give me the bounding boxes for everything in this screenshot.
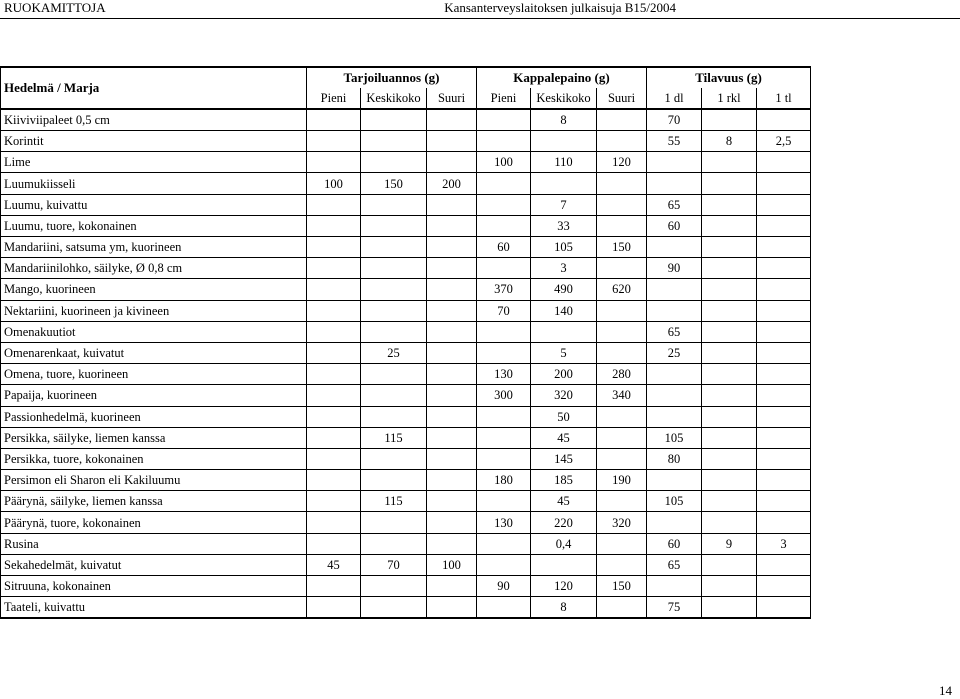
value-cell: 90 bbox=[477, 576, 531, 597]
value-cell bbox=[647, 152, 702, 173]
value-cell: 110 bbox=[531, 152, 597, 173]
value-cell: 105 bbox=[647, 427, 702, 448]
value-cell bbox=[597, 533, 647, 554]
value-cell bbox=[647, 237, 702, 258]
value-cell bbox=[702, 109, 757, 130]
fruit-name-cell: Rusina bbox=[1, 533, 307, 554]
table-row bbox=[1, 597, 811, 618]
value-cell bbox=[361, 512, 427, 533]
value-cell bbox=[702, 237, 757, 258]
value-cell bbox=[477, 131, 531, 152]
fruit-name-cell: Omena, tuore, kuorineen bbox=[1, 364, 307, 385]
value-cell bbox=[647, 300, 702, 321]
subheader-cell: Pieni bbox=[307, 88, 361, 109]
value-cell bbox=[702, 385, 757, 406]
value-cell: 120 bbox=[531, 576, 597, 597]
value-cell: 45 bbox=[531, 427, 597, 448]
value-cell bbox=[307, 342, 361, 363]
value-cell: 65 bbox=[647, 321, 702, 342]
value-cell bbox=[702, 491, 757, 512]
value-cell bbox=[647, 173, 702, 194]
value-cell bbox=[647, 364, 702, 385]
value-cell bbox=[477, 109, 531, 130]
value-cell bbox=[361, 470, 427, 491]
value-cell bbox=[361, 533, 427, 554]
table-row bbox=[1, 321, 811, 342]
value-cell: 130 bbox=[477, 512, 531, 533]
value-cell bbox=[757, 300, 811, 321]
table-row bbox=[1, 385, 811, 406]
value-cell bbox=[702, 258, 757, 279]
value-cell bbox=[307, 237, 361, 258]
value-cell bbox=[757, 554, 811, 575]
value-cell bbox=[531, 321, 597, 342]
value-cell bbox=[361, 237, 427, 258]
table-row bbox=[1, 470, 811, 491]
table-row bbox=[1, 427, 811, 448]
value-cell bbox=[307, 321, 361, 342]
value-cell bbox=[307, 385, 361, 406]
value-cell bbox=[531, 554, 597, 575]
fruit-name-cell: Omenakuutiot bbox=[1, 321, 307, 342]
value-cell bbox=[702, 470, 757, 491]
fruit-name-cell: Papaija, kuorineen bbox=[1, 385, 307, 406]
value-cell bbox=[361, 194, 427, 215]
value-cell bbox=[361, 576, 427, 597]
value-cell bbox=[597, 448, 647, 469]
value-cell bbox=[597, 173, 647, 194]
value-cell bbox=[757, 448, 811, 469]
page-number: 14 bbox=[939, 683, 952, 698]
value-cell: 120 bbox=[597, 152, 647, 173]
fruit-name-cell: Luumu, kuivattu bbox=[1, 194, 307, 215]
table-row bbox=[1, 406, 811, 427]
value-cell bbox=[427, 131, 477, 152]
value-cell bbox=[597, 427, 647, 448]
value-cell: 45 bbox=[307, 554, 361, 575]
value-cell: 320 bbox=[597, 512, 647, 533]
value-cell bbox=[647, 512, 702, 533]
value-cell: 8 bbox=[531, 109, 597, 130]
subheader-cell: 1 rkl bbox=[702, 88, 757, 109]
group-header-piece-weight: Kappalepaino (g) bbox=[477, 67, 647, 88]
value-cell bbox=[477, 194, 531, 215]
value-cell bbox=[647, 406, 702, 427]
value-cell bbox=[531, 173, 597, 194]
value-cell bbox=[307, 597, 361, 618]
header-rule bbox=[0, 18, 960, 19]
value-cell bbox=[597, 406, 647, 427]
fruit-name-cell: Luumukiisseli bbox=[1, 173, 307, 194]
portion-size-table bbox=[0, 66, 811, 619]
group-header-serving: Tarjoiluannos (g) bbox=[307, 67, 477, 88]
table-row bbox=[1, 194, 811, 215]
value-cell: 50 bbox=[531, 406, 597, 427]
value-cell bbox=[427, 406, 477, 427]
fruit-name-cell: Mandariini, satsuma ym, kuorineen bbox=[1, 237, 307, 258]
value-cell: 25 bbox=[361, 342, 427, 363]
value-cell bbox=[307, 470, 361, 491]
value-cell: 100 bbox=[427, 554, 477, 575]
value-cell: 145 bbox=[531, 448, 597, 469]
value-cell bbox=[477, 597, 531, 618]
value-cell bbox=[307, 364, 361, 385]
value-cell bbox=[427, 300, 477, 321]
value-cell bbox=[597, 258, 647, 279]
value-cell bbox=[702, 554, 757, 575]
value-cell bbox=[361, 131, 427, 152]
value-cell bbox=[361, 279, 427, 300]
table-row bbox=[1, 258, 811, 279]
value-cell: 70 bbox=[361, 554, 427, 575]
value-cell bbox=[361, 258, 427, 279]
table-row bbox=[1, 300, 811, 321]
value-cell: 150 bbox=[597, 576, 647, 597]
value-cell bbox=[757, 194, 811, 215]
value-cell bbox=[531, 131, 597, 152]
value-cell: 190 bbox=[597, 470, 647, 491]
subheader-cell: 1 tl bbox=[757, 88, 811, 109]
fruit-name-cell: Lime bbox=[1, 152, 307, 173]
value-cell bbox=[757, 406, 811, 427]
value-cell bbox=[361, 385, 427, 406]
value-cell bbox=[307, 491, 361, 512]
value-cell: 200 bbox=[427, 173, 477, 194]
value-cell bbox=[307, 194, 361, 215]
value-cell bbox=[307, 427, 361, 448]
value-cell bbox=[702, 342, 757, 363]
value-cell: 0,4 bbox=[531, 533, 597, 554]
value-cell: 105 bbox=[647, 491, 702, 512]
table-row bbox=[1, 554, 811, 575]
fruit-name-cell: Päärynä, säilyke, liemen kanssa bbox=[1, 491, 307, 512]
value-cell: 5 bbox=[531, 342, 597, 363]
table-row bbox=[1, 131, 811, 152]
value-cell bbox=[597, 215, 647, 236]
group-header-volume: Tilavuus (g) bbox=[647, 67, 811, 88]
value-cell: 2,5 bbox=[757, 131, 811, 152]
value-cell bbox=[307, 279, 361, 300]
fruit-name-cell: Persikka, tuore, kokonainen bbox=[1, 448, 307, 469]
value-cell: 180 bbox=[477, 470, 531, 491]
value-cell: 70 bbox=[647, 109, 702, 130]
value-cell: 130 bbox=[477, 364, 531, 385]
value-cell bbox=[702, 406, 757, 427]
value-cell bbox=[427, 533, 477, 554]
subheader-cell: Keskikoko bbox=[531, 88, 597, 109]
value-cell bbox=[427, 427, 477, 448]
value-cell bbox=[307, 215, 361, 236]
table-row bbox=[1, 364, 811, 385]
table-row bbox=[1, 448, 811, 469]
value-cell: 45 bbox=[531, 491, 597, 512]
value-cell: 7 bbox=[531, 194, 597, 215]
value-cell bbox=[427, 364, 477, 385]
fruit-name-cell: Persikka, säilyke, liemen kanssa bbox=[1, 427, 307, 448]
running-header-publication: Kansanterveyslaitoksen julkaisuja B15/2004 bbox=[444, 0, 676, 15]
value-cell: 280 bbox=[597, 364, 647, 385]
value-cell: 140 bbox=[531, 300, 597, 321]
value-cell bbox=[477, 406, 531, 427]
value-cell bbox=[647, 385, 702, 406]
value-cell bbox=[361, 406, 427, 427]
value-cell bbox=[307, 406, 361, 427]
value-cell: 33 bbox=[531, 215, 597, 236]
value-cell bbox=[757, 576, 811, 597]
value-cell bbox=[361, 215, 427, 236]
value-cell bbox=[427, 237, 477, 258]
table-row bbox=[1, 533, 811, 554]
value-cell bbox=[307, 576, 361, 597]
value-cell bbox=[427, 152, 477, 173]
fruit-name-cell: Luumu, tuore, kokonainen bbox=[1, 215, 307, 236]
value-cell: 25 bbox=[647, 342, 702, 363]
fruit-name-cell: Taateli, kuivattu bbox=[1, 597, 307, 618]
fruit-name-cell: Sitruuna, kokonainen bbox=[1, 576, 307, 597]
value-cell bbox=[361, 152, 427, 173]
value-cell bbox=[597, 109, 647, 130]
column-header-fruit: Hedelmä / Marja bbox=[1, 67, 307, 109]
value-cell bbox=[477, 215, 531, 236]
value-cell bbox=[757, 152, 811, 173]
value-cell bbox=[597, 194, 647, 215]
table-row bbox=[1, 173, 811, 194]
table-row bbox=[1, 342, 811, 363]
value-cell: 3 bbox=[531, 258, 597, 279]
value-cell bbox=[702, 173, 757, 194]
value-cell: 115 bbox=[361, 427, 427, 448]
value-cell bbox=[702, 152, 757, 173]
value-cell bbox=[427, 194, 477, 215]
value-cell bbox=[702, 448, 757, 469]
value-cell bbox=[427, 258, 477, 279]
value-cell bbox=[757, 364, 811, 385]
running-header-title: RUOKAMITTOJA bbox=[4, 0, 106, 15]
value-cell bbox=[477, 321, 531, 342]
value-cell bbox=[597, 342, 647, 363]
value-cell: 185 bbox=[531, 470, 597, 491]
fruit-name-cell: Passionhedelmä, kuorineen bbox=[1, 406, 307, 427]
value-cell bbox=[757, 470, 811, 491]
value-cell bbox=[427, 576, 477, 597]
value-cell bbox=[757, 385, 811, 406]
value-cell bbox=[361, 364, 427, 385]
value-cell bbox=[477, 427, 531, 448]
subheader-cell: Suuri bbox=[597, 88, 647, 109]
value-cell bbox=[702, 427, 757, 448]
value-cell bbox=[647, 576, 702, 597]
value-cell bbox=[307, 131, 361, 152]
value-cell: 150 bbox=[361, 173, 427, 194]
value-cell bbox=[757, 173, 811, 194]
subheader-cell: 1 dl bbox=[647, 88, 702, 109]
value-cell bbox=[757, 342, 811, 363]
value-cell bbox=[477, 554, 531, 575]
value-cell bbox=[597, 597, 647, 618]
value-cell bbox=[477, 533, 531, 554]
subheader-cell: Suuri bbox=[427, 88, 477, 109]
table-row bbox=[1, 215, 811, 236]
value-cell: 65 bbox=[647, 194, 702, 215]
value-cell bbox=[757, 597, 811, 618]
value-cell bbox=[757, 279, 811, 300]
value-cell bbox=[361, 300, 427, 321]
fruit-name-cell: Sekahedelmät, kuivatut bbox=[1, 554, 307, 575]
value-cell bbox=[427, 385, 477, 406]
table-row bbox=[1, 491, 811, 512]
value-cell bbox=[702, 576, 757, 597]
value-cell: 60 bbox=[477, 237, 531, 258]
value-cell bbox=[427, 279, 477, 300]
value-cell bbox=[307, 152, 361, 173]
value-cell bbox=[702, 194, 757, 215]
value-cell bbox=[477, 491, 531, 512]
table-row bbox=[1, 279, 811, 300]
value-cell bbox=[597, 554, 647, 575]
table-row bbox=[1, 576, 811, 597]
value-cell bbox=[361, 109, 427, 130]
value-cell bbox=[477, 342, 531, 363]
value-cell bbox=[757, 512, 811, 533]
value-cell bbox=[307, 109, 361, 130]
fruit-name-cell: Mango, kuorineen bbox=[1, 279, 307, 300]
value-cell bbox=[361, 321, 427, 342]
value-cell bbox=[702, 300, 757, 321]
value-cell bbox=[757, 491, 811, 512]
value-cell: 8 bbox=[531, 597, 597, 618]
value-cell: 115 bbox=[361, 491, 427, 512]
value-cell bbox=[361, 448, 427, 469]
table-row bbox=[1, 512, 811, 533]
value-cell bbox=[702, 215, 757, 236]
value-cell: 490 bbox=[531, 279, 597, 300]
value-cell: 65 bbox=[647, 554, 702, 575]
value-cell bbox=[307, 300, 361, 321]
value-cell bbox=[307, 258, 361, 279]
value-cell bbox=[477, 258, 531, 279]
fruit-name-cell: Korintit bbox=[1, 131, 307, 152]
subheader-cell: Keskikoko bbox=[361, 88, 427, 109]
value-cell bbox=[307, 533, 361, 554]
value-cell: 200 bbox=[531, 364, 597, 385]
value-cell bbox=[757, 258, 811, 279]
value-cell bbox=[647, 279, 702, 300]
value-cell: 320 bbox=[531, 385, 597, 406]
fruit-name-cell: Päärynä, tuore, kokonainen bbox=[1, 512, 307, 533]
value-cell: 100 bbox=[307, 173, 361, 194]
subheader-cell: Pieni bbox=[477, 88, 531, 109]
value-cell bbox=[427, 512, 477, 533]
value-cell bbox=[597, 300, 647, 321]
value-cell bbox=[757, 427, 811, 448]
value-cell bbox=[597, 321, 647, 342]
value-cell: 150 bbox=[597, 237, 647, 258]
table-row bbox=[1, 237, 811, 258]
table-row bbox=[1, 109, 811, 130]
value-cell bbox=[702, 512, 757, 533]
value-cell: 220 bbox=[531, 512, 597, 533]
value-cell bbox=[477, 448, 531, 469]
value-cell bbox=[427, 597, 477, 618]
value-cell bbox=[757, 215, 811, 236]
value-cell: 8 bbox=[702, 131, 757, 152]
value-cell: 75 bbox=[647, 597, 702, 618]
value-cell bbox=[597, 131, 647, 152]
value-cell bbox=[702, 597, 757, 618]
value-cell: 80 bbox=[647, 448, 702, 469]
value-cell bbox=[702, 321, 757, 342]
value-cell: 105 bbox=[531, 237, 597, 258]
value-cell bbox=[307, 512, 361, 533]
value-cell bbox=[427, 448, 477, 469]
fruit-name-cell: Nektariini, kuorineen ja kivineen bbox=[1, 300, 307, 321]
value-cell: 55 bbox=[647, 131, 702, 152]
value-cell: 60 bbox=[647, 533, 702, 554]
value-cell bbox=[427, 470, 477, 491]
value-cell bbox=[597, 491, 647, 512]
value-cell bbox=[757, 109, 811, 130]
value-cell bbox=[307, 448, 361, 469]
value-cell bbox=[702, 364, 757, 385]
value-cell: 340 bbox=[597, 385, 647, 406]
fruit-name-cell: Persimon eli Sharon eli Kakiluumu bbox=[1, 470, 307, 491]
value-cell bbox=[427, 109, 477, 130]
table-row bbox=[1, 152, 811, 173]
fruit-name-cell: Omenarenkaat, kuivatut bbox=[1, 342, 307, 363]
value-cell bbox=[647, 470, 702, 491]
value-cell: 620 bbox=[597, 279, 647, 300]
value-cell: 90 bbox=[647, 258, 702, 279]
value-cell: 370 bbox=[477, 279, 531, 300]
value-cell: 9 bbox=[702, 533, 757, 554]
value-cell: 70 bbox=[477, 300, 531, 321]
value-cell: 100 bbox=[477, 152, 531, 173]
value-cell bbox=[427, 491, 477, 512]
fruit-name-cell: Kiiviviipaleet 0,5 cm bbox=[1, 109, 307, 130]
value-cell bbox=[427, 215, 477, 236]
value-cell bbox=[477, 173, 531, 194]
value-cell bbox=[427, 342, 477, 363]
value-cell: 3 bbox=[757, 533, 811, 554]
value-cell bbox=[757, 321, 811, 342]
value-cell bbox=[361, 597, 427, 618]
fruit-name-cell: Mandariinilohko, säilyke, Ø 0,8 cm bbox=[1, 258, 307, 279]
value-cell: 300 bbox=[477, 385, 531, 406]
value-cell bbox=[427, 321, 477, 342]
value-cell: 60 bbox=[647, 215, 702, 236]
value-cell bbox=[702, 279, 757, 300]
value-cell bbox=[757, 237, 811, 258]
